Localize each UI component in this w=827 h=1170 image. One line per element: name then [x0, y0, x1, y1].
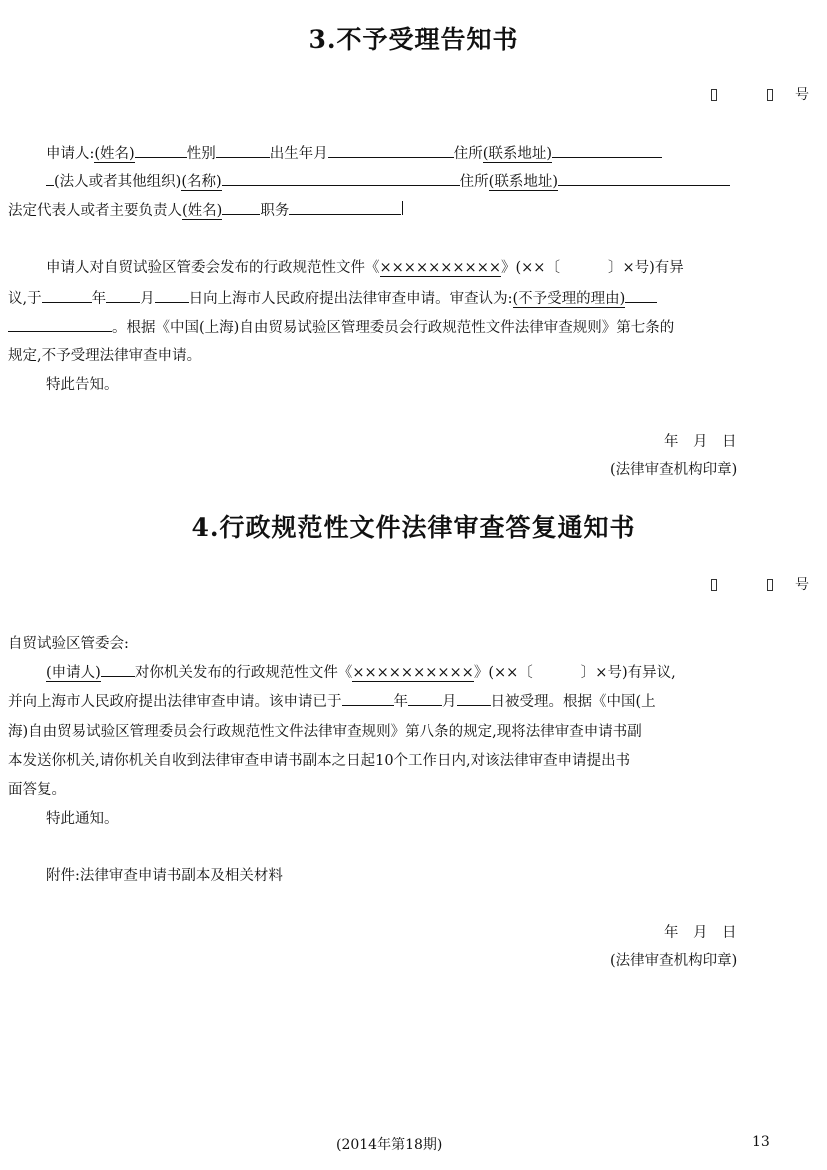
section4-title: 4.行政规范性文件法律审查答复通知书 — [191, 513, 636, 542]
org-contact-label: (联系地址) — [488, 174, 558, 190]
section4-addressee: 自贸试验区管委会: — [8, 636, 129, 652]
address-label: 住所 — [453, 146, 483, 162]
section4-attachment: 附件:法律审查申请书副本及相关材料 — [46, 868, 283, 884]
section4-date: 年 月 日 — [664, 925, 737, 941]
org-label: (法人或者其他组织) — [54, 174, 182, 190]
rep-name-label: (姓名) — [182, 203, 223, 219]
month-blank — [408, 691, 442, 706]
section3-para-line1 — [46, 256, 684, 277]
contact-blank — [552, 143, 662, 158]
para-text: 并向上海市人民政府提出法律审查申请。该申请已于 — [8, 694, 342, 710]
year-blank — [342, 691, 394, 706]
org-contact-blank — [558, 171, 730, 186]
section3-applicant-line1 — [46, 142, 662, 163]
contact-label: (联系地址) — [482, 146, 553, 162]
doc-number-suffix: 号 — [795, 577, 809, 593]
para-text: 〕×号)有异 — [607, 260, 684, 276]
org-name-blank — [222, 171, 460, 186]
position-label: 职务 — [260, 203, 290, 219]
month-label: 月 — [140, 291, 155, 307]
year-label: 年 — [393, 694, 408, 710]
birth-blank — [328, 143, 454, 158]
reason-blank-cont — [8, 317, 112, 332]
para-text: 日向上海市人民政府提出法律审查申请。审查认为: — [188, 291, 513, 307]
section3-applicant-line3 — [8, 199, 403, 220]
para-text: 议,于 — [8, 291, 42, 307]
month-blank — [106, 288, 140, 303]
para-text: 对你机关发布的行政规范性文件《 — [134, 665, 353, 681]
section4-para-line4: 本发送你机关,请你机关自收到法律审查申请书副本之日起10个工作日内,对该法律审查申请提出书 — [8, 753, 631, 769]
applicant-blank — [101, 662, 135, 677]
applicant-label: 申请人: — [46, 146, 95, 162]
section4-para-line3: 海)自由贸易试验区管理委员会行政规范性文件法律审查规则》第八条的规定,现将法律审查申请书副 — [8, 724, 642, 740]
day-blank — [155, 288, 189, 303]
section3-date: 年 月 日 — [664, 434, 737, 450]
section3-doc-number — [709, 84, 809, 104]
bracket-close-icon — [767, 89, 773, 101]
reason-label: (不予受理的理由) — [512, 291, 626, 307]
section4-para-line5: 面答复。 — [8, 782, 66, 798]
bracket-close-icon — [767, 579, 773, 591]
gender-blank — [216, 143, 270, 158]
section3-applicant-line2 — [46, 170, 730, 191]
section3-para-line4: 规定,不予受理法律审查申请。 — [8, 348, 202, 364]
para-text: 〕×号)有异议, — [580, 665, 676, 681]
page-number: 13 — [752, 1134, 770, 1150]
gender-label: 性别 — [186, 146, 216, 162]
para-text: 申请人对自贸试验区管委会发布的行政规范性文件《 — [46, 260, 380, 276]
name-blank — [135, 143, 187, 158]
section3-para-line3 — [8, 316, 674, 337]
doc-title-marks: ×××××××××× — [352, 665, 474, 681]
section3-seal: (法律审查机构印章) — [610, 462, 738, 478]
year-label: 年 — [91, 291, 107, 307]
para-text: 日被受理。根据《中国(上 — [490, 694, 656, 710]
position-blank — [289, 200, 401, 215]
footer-issue: (2014年第18期) — [336, 1137, 443, 1153]
org-blank — [46, 171, 54, 186]
section3-notice: 特此告知。 — [46, 377, 119, 393]
section4-notice: 特此通知。 — [46, 811, 119, 827]
section4-seal: (法律审查机构印章) — [610, 953, 738, 969]
doc-title-marks: ×××××××××× — [379, 260, 501, 276]
section4-doc-number — [709, 574, 809, 594]
rep-label: 法定代表人或者主要负责人 — [8, 203, 182, 219]
year-blank — [42, 288, 92, 303]
line-end-mark — [401, 201, 403, 215]
doc-number-suffix: 号 — [795, 87, 809, 103]
section3-para-line2 — [8, 287, 657, 308]
section4-para-line2 — [8, 690, 656, 711]
bracket-open-icon — [711, 579, 717, 591]
month-label: 月 — [442, 694, 457, 710]
birth-label: 出生年月 — [269, 146, 328, 162]
rep-name-blank — [222, 200, 260, 215]
org-name-label: (名称) — [181, 174, 222, 190]
para-text: 。根据《中国(上海)自由贸易试验区管理委员会行政规范性文件法律审查规则》第七条的 — [112, 320, 675, 336]
bracket-open-icon — [711, 89, 717, 101]
name-label: (姓名) — [94, 146, 135, 162]
reason-blank — [625, 288, 657, 303]
section3-title: 3.不予受理告知书 — [308, 25, 519, 54]
applicant-label: (申请人) — [46, 665, 101, 681]
section4-para-line1 — [46, 661, 676, 682]
org-address-label: 住所 — [459, 174, 489, 190]
para-text: 》(××〔 — [501, 260, 560, 276]
day-blank — [457, 691, 491, 706]
para-text: 》(××〔 — [473, 665, 533, 681]
